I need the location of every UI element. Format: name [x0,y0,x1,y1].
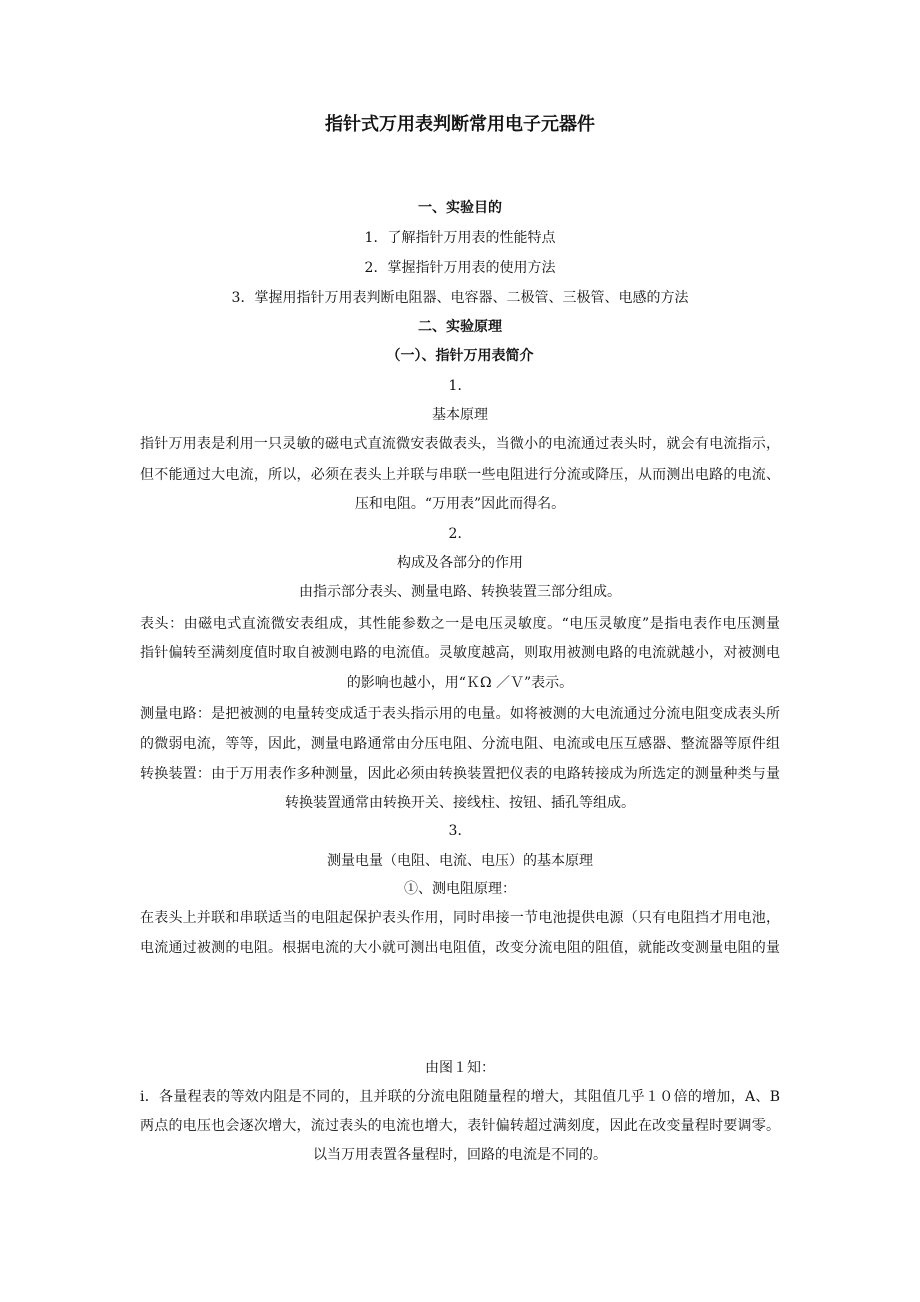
text-line: 压和电阻。“万用表”因此而得名。 [354,496,566,512]
text-line: ①、测电阻原理： [404,881,516,897]
text-line: 测量电路：是把被测的电量转变成适于表头指示用的电量。如将被测的大电流通过分流电阻变成表头所 [140,706,780,722]
text-line: 但不能通过大电流，所以，必须在表头上并联与串联一些电阻进行分流或降压，从而测出电路的电流、 [140,467,780,483]
text-line: 的影响也越小，用“ＫΩ ／Ｖ”表示。 [346,675,574,691]
text-line: 2．掌握指针万用表的使用方法 [364,260,556,276]
text-line: 2． [448,526,472,542]
text-line: 1．了解指针万用表的性能特点 [364,230,556,246]
text-line: 3． [448,823,472,839]
text-line: ⅰ．各量程表的等效内阻是不同的，且并联的分流电阻随量程的增大，其阻值几乎１０倍的增加，A、B [140,1089,780,1105]
document-title: 指针式万用表判断常用电子元器件 [325,114,595,135]
text-line: 表头：由磁电式直流微安表组成，其性能参数之一是电压灵敏度。“电压灵敏度”是指电表作电压测量 [140,616,780,632]
text-line: 以当万用表置各量程时，回路的电流是不同的。 [313,1147,607,1163]
text-line: 的微弱电流，等等，因此，测量电路通常由分压电阻、分流电阻、电流或电压互感器、整流器等原件组 [140,736,780,752]
text-line: 指针偏转至满刻度值时取自被测电路的电流值。灵敏度越高，则取用被测电路的电流就越小，对被测电 [140,645,780,661]
text-line: 指针万用表是利用一只灵敏的磁电式直流微安表做表头，当微小的电流通过表头时，就会有电流指示， [140,436,780,452]
text-line: 3．掌握用指针万用表判断电阻器、电容器、二极管、三极管、电感的方法 [231,290,689,306]
text-line: 电流通过被测的电阻。根据电流的大小就可测出电阻值，改变分流电阻的阻值，就能改变测量电阻的量 [140,940,780,956]
section-heading: （一）、指针万用表简介 [386,348,534,364]
text-line: 两点的电压也会逐次增大，流过表头的电流也增大，表针偏转超过满刻度，因此在改变量程时要调零。 [140,1118,780,1134]
section-heading: 一、实验目的 [418,200,502,216]
text-line: 1． [448,378,472,394]
text-line: 基本原理 [432,407,488,423]
text-line: 构成及各部分的作用 [397,555,523,571]
text-line: 在表头上并联和串联适当的电阻起保护表头作用，同时串接一节电池提供电源（只有电阻挡才用电池， [140,910,780,926]
text-line: 由指示部分表头、测量电路、转换装置三部分组成。 [299,584,621,600]
text-line: 转换装置通常由转换开关、接线柱、按钮、插孔等组成。 [285,795,635,811]
section-heading: 二、实验原理 [418,319,502,335]
text-line: 由图１知： [425,1060,495,1076]
text-line: 转换装置：由于万用表作多种测量，因此必须由转换装置把仪表的电路转接成为所选定的测量种类与量 [140,766,780,782]
text-line: 测量电量（电阻、电流、电压）的基本原理 [327,853,593,869]
